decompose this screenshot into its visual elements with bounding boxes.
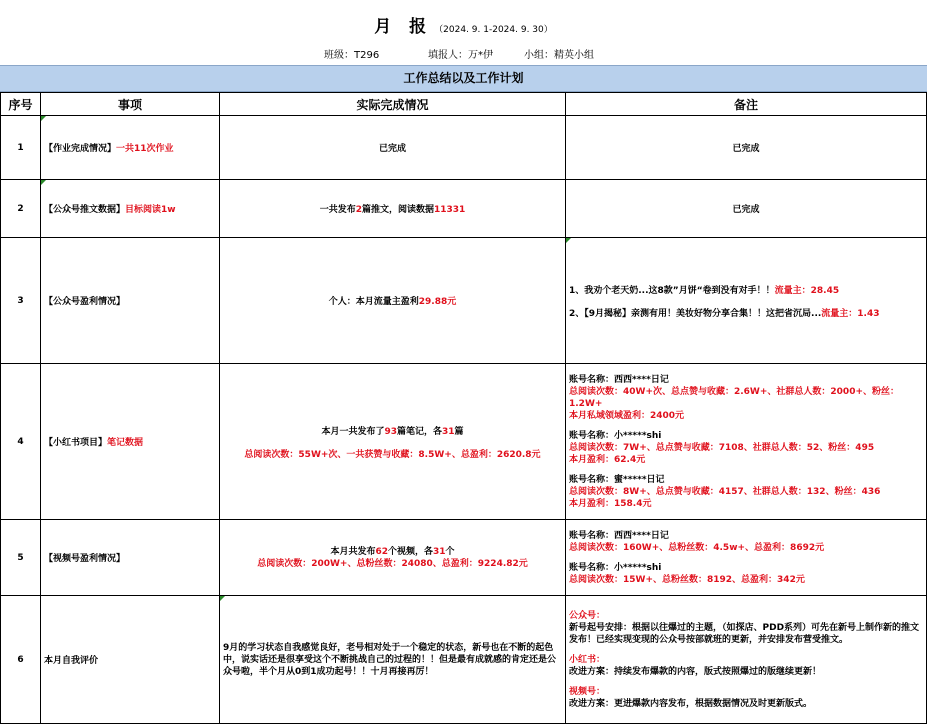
item-highlight: 一共11次作业 xyxy=(116,144,174,154)
row-item xyxy=(41,116,220,180)
done-number: 31 xyxy=(442,426,455,437)
col-item: 事项 xyxy=(41,93,220,116)
done-text: 本月共发布 xyxy=(330,546,376,557)
row-no: 2 xyxy=(1,180,41,238)
row-note xyxy=(566,364,927,520)
account-name: 账号名称：西西****日记 xyxy=(569,530,669,541)
report-title xyxy=(0,12,927,37)
account-stats: 总阅读次数：160W+、总粉丝数：4.5w+、总盈利：8692元 xyxy=(569,542,825,553)
account-income: 本月盈利：62.4元 xyxy=(569,454,646,465)
col-note: 备注 xyxy=(566,93,927,116)
row-note: 已完成 xyxy=(566,180,927,238)
row-no: 3 xyxy=(1,238,41,364)
row-done xyxy=(220,520,566,596)
done-text: 本月一共发布了 xyxy=(321,426,385,437)
plan-title: 公众号： xyxy=(569,610,606,621)
group-label: 小组：精英小组 xyxy=(524,50,594,61)
note-income: 流量主：1.43 xyxy=(821,308,880,319)
done-number: 93 xyxy=(384,426,397,437)
account-stats: 总阅读次数：7W+、总点赞与收藏：7108、社群总人数：52、粉丝：495 xyxy=(569,442,875,453)
account-income: 本月盈利：158.4元 xyxy=(569,498,652,509)
account-stats: 总阅读次数：8W+、总点赞与收藏：4157、社群总人数：132、粉丝：436 xyxy=(569,486,881,497)
table-row xyxy=(1,520,927,596)
row-done xyxy=(220,180,566,238)
table-row xyxy=(1,596,927,724)
row-no: 1 xyxy=(1,116,41,180)
done-number: 29.88元 xyxy=(418,297,457,307)
row-done xyxy=(220,238,566,364)
plan-title: 视频号： xyxy=(569,686,606,697)
section-title: 工作总结以及工作计划 xyxy=(0,65,927,92)
done-number: 31 xyxy=(433,546,446,557)
done-number: 11331 xyxy=(433,205,466,215)
row-item xyxy=(41,364,220,520)
note-line: 1、我劝个老天奶...这8款”月饼“卷到没有对手！！ xyxy=(569,285,775,296)
row-done: 9月的学习状态自我感觉良好，老号相对处于一个稳定的状态，新号也在不断的起色中，说实话还是很享受这个不断挑战自己的过程的！！但是最有成就感的肯定还是公众号啦，半个月从0到1成功起号！！十月再接再厉！ xyxy=(220,596,566,724)
date-range: （2024. 9. 1-2024. 9. 30） xyxy=(434,25,553,35)
row-note xyxy=(566,520,927,596)
account-stats: 总阅读次数：40W+次、总点赞与收藏：2.6W+、社群总人数：2000+、粉丝：1.2W+ xyxy=(569,386,899,409)
row-item: 【公众号盈利情况】 xyxy=(41,238,220,364)
col-done: 实际完成情况 xyxy=(220,93,566,116)
table-row xyxy=(1,116,927,180)
item-prefix: 【作业完成情况】 xyxy=(44,144,117,154)
row-note xyxy=(566,238,927,364)
done-summary: 总阅读次数：200W+、总粉丝数：24080、总盈利：9224.82元 xyxy=(257,558,528,569)
plan-body: 改进方案：持续发布爆款的内容，版式按照爆过的版继续更新！ xyxy=(569,666,822,677)
row-item xyxy=(41,180,220,238)
note-line: 2、【9月揭秘】亲测有用！美妆好物分享合集！！这把省沉局... xyxy=(569,308,822,319)
item-highlight: 目标阅读1w xyxy=(125,205,176,215)
table-row xyxy=(1,180,927,238)
done-number: 62 xyxy=(375,546,388,557)
row-item: 【视频号盈利情况】 xyxy=(41,520,220,596)
plan-title: 小红书： xyxy=(569,654,606,665)
done-text: 篇笔记，各 xyxy=(396,426,442,437)
table-row xyxy=(1,364,927,520)
item-highlight: 笔记数据 xyxy=(107,438,144,448)
account-income: 本月私域领域盈利：2400元 xyxy=(569,410,685,421)
note-income: 流量主：28.45 xyxy=(774,285,840,296)
col-no: 序号 xyxy=(1,93,41,116)
account-name: 账号名称：蜜*****日记 xyxy=(569,474,665,485)
done-text: 一共发布 xyxy=(319,205,356,215)
done-text: 篇推文，阅读数据 xyxy=(361,205,434,215)
title-text: 月 报 xyxy=(374,17,433,37)
done-summary: 总阅读次数：55W+次、一共获赞与收藏：8.5W+、总盈利：2620.8元 xyxy=(244,449,541,460)
done-text: 个人：本月流量主盈利 xyxy=(328,297,419,307)
row-no: 4 xyxy=(1,364,41,520)
class-label: 班级：T296 xyxy=(324,50,380,61)
account-name: 账号名称：小*****shi xyxy=(569,430,662,441)
done-text: 个视频，各 xyxy=(387,546,433,557)
plan-body: 改进方案：更进爆款内容发布，根据数据情况及时更新版式。 xyxy=(569,698,813,709)
row-no: 6 xyxy=(1,596,41,724)
row-done: 已完成 xyxy=(220,116,566,180)
row-note: 已完成 xyxy=(566,116,927,180)
row-done xyxy=(220,364,566,520)
plan-body: 新号起号安排：根据以往爆过的主题，（如探店、PDD系列）可先在新号上制作新的推文发布！已经实现变现的公众号按部就班的更新，并安排发布营受推文。 xyxy=(569,622,920,645)
done-text: 个 xyxy=(445,546,455,557)
report-header xyxy=(0,0,927,46)
item-prefix: 【公众号推文数据】 xyxy=(44,205,126,215)
done-text: 篇 xyxy=(454,426,464,437)
account-stats: 总阅读次数：15W+、总粉丝数：8192、总盈利：342元 xyxy=(569,574,805,585)
account-name: 账号名称：小*****shi xyxy=(569,562,662,573)
table-row xyxy=(1,238,927,364)
meta-row xyxy=(0,46,927,65)
item-prefix: 【小红书项目】 xyxy=(44,438,108,448)
row-item: 本月自我评价 xyxy=(41,596,220,724)
row-no: 5 xyxy=(1,520,41,596)
done-number: 2 xyxy=(355,205,362,215)
report-table xyxy=(0,92,927,724)
filler-label: 填报人：万*伊 xyxy=(428,50,493,61)
row-note xyxy=(566,596,927,724)
table-header-row xyxy=(1,93,927,116)
account-name: 账号名称：西西****日记 xyxy=(569,374,669,385)
